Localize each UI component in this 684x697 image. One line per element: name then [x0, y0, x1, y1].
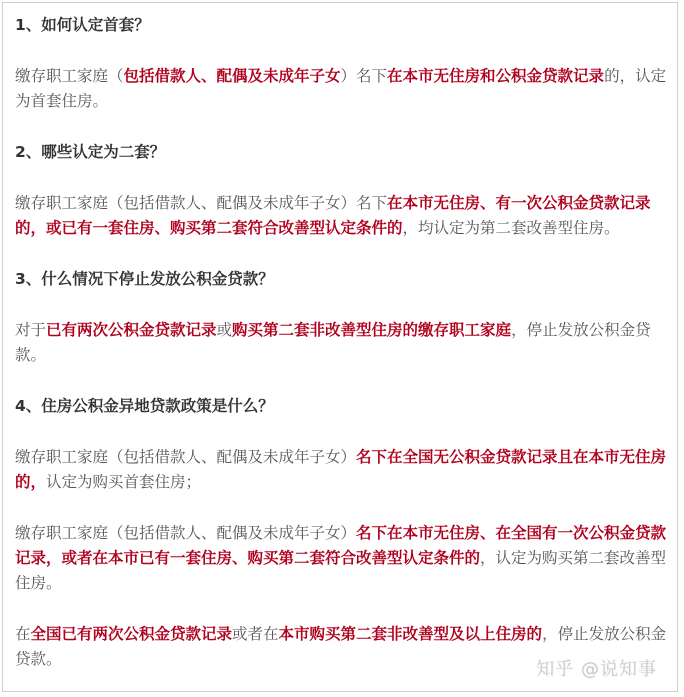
- highlight-text: 本市购买第二套非改善型及以上住房的: [278, 625, 543, 643]
- highlight-text: 已有两次公积金贷款记录: [46, 321, 217, 339]
- body-text: 或者在: [232, 625, 279, 643]
- body-text: 对于: [15, 321, 47, 339]
- spacer: [15, 241, 669, 267]
- body-text: ，停止发放公积金贷款。: [15, 321, 651, 364]
- section-heading: 2、哪些认定为二套？: [15, 143, 166, 161]
- body-text: 缴存职工家庭（: [15, 67, 124, 85]
- spacer: [15, 38, 669, 64]
- highlight-text: 包括借款人、配偶及未成年子女: [123, 67, 341, 85]
- body-text: ）名下: [340, 67, 388, 85]
- spacer: [15, 596, 669, 622]
- body-text: 认定为购买首套住房；: [46, 473, 202, 491]
- body-text: 的，认定为首套住房。: [15, 67, 667, 110]
- highlight-text: 名下在全国无公积金贷款记录且在本市无住房的，: [15, 448, 667, 491]
- spacer: [15, 292, 669, 318]
- spacer: [15, 114, 669, 140]
- spacer: [15, 368, 669, 394]
- body-text: ，均认定为第二套改善型住房。: [402, 219, 620, 237]
- body-text: 缴存职工家庭（包括借款人、配偶及未成年子女）: [15, 448, 357, 466]
- section-paragraph: [15, 191, 669, 241]
- section-paragraph: [15, 64, 669, 114]
- section-paragraph: [15, 521, 669, 596]
- section-paragraph: [15, 445, 669, 495]
- spacer: [15, 495, 669, 521]
- highlight-text: 购买第二套非改善型住房的缴存职工家庭: [232, 321, 512, 339]
- body-text: 或: [216, 321, 233, 339]
- highlight-text: 全国已有两次公积金贷款记录: [30, 625, 233, 643]
- article-content: [15, 13, 669, 672]
- spacer: [15, 165, 669, 191]
- section-heading: 4、住房公积金异地贷款政策是什么？: [15, 397, 274, 415]
- highlight-text: 在本市无住房和公积金贷款记录: [387, 67, 605, 85]
- section-heading: 1、如何认定首套？: [15, 16, 150, 34]
- highlight-text: 名下在本市无住房、在全国有一次公积金贷款记录，或者在本市已有一套住房、购买第二套符合改善型认定条件的: [15, 524, 667, 567]
- body-text: ，停止发放公积金贷款。: [15, 625, 667, 668]
- section-paragraph: [15, 622, 669, 672]
- body-text: ，认定为购买第二套改善型住房。: [15, 549, 667, 592]
- section-heading: 3、什么情况下停止发放公积金贷款？: [15, 270, 274, 288]
- article-frame: [2, 2, 678, 692]
- body-text: 缴存职工家庭（包括借款人、配偶及未成年子女）: [15, 524, 357, 542]
- section-paragraph: [15, 318, 669, 368]
- zhihu-watermark: 知乎 @说知事: [536, 659, 657, 680]
- body-text: 在: [15, 625, 31, 643]
- spacer: [15, 419, 669, 445]
- highlight-text: 在本市无住房、有一次公积金贷款记录的，或已有一套住房、购买第二套符合改善型认定条件的: [15, 194, 651, 237]
- body-text: 缴存职工家庭（包括借款人、配偶及未成年子女）名下: [15, 194, 388, 212]
